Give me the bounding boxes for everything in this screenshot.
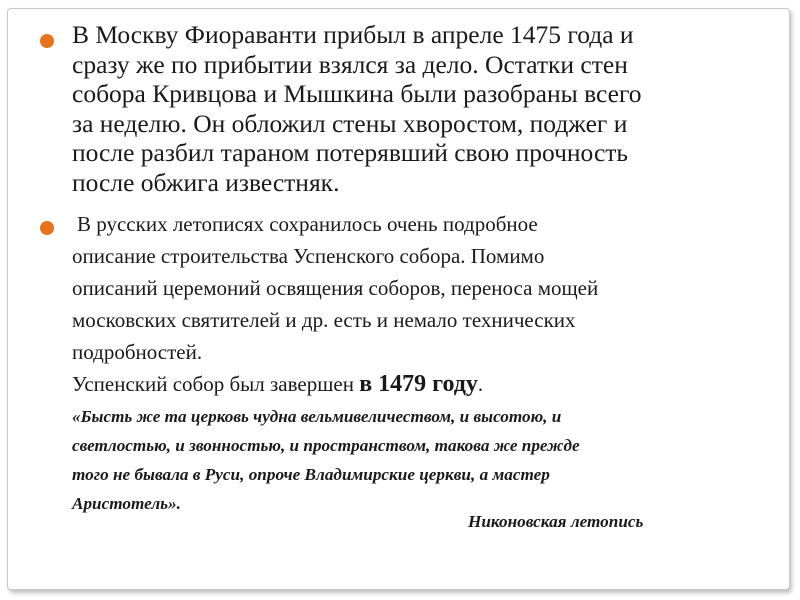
bullet-dot [40, 221, 54, 235]
text-line: после обжига известняк. [72, 167, 340, 197]
completion-year: в 1479 году [359, 371, 478, 397]
text-line: описание строительства Успенского собора. Помимо [72, 244, 545, 268]
text-line: В русских летописях сохранилось очень подробное [77, 212, 538, 236]
text-line: московских святителей и др. есть и немало технических [72, 308, 576, 332]
bullet-2-text [72, 208, 760, 400]
quote-line: светлостью, и звонностью, и пространством, такова же прежде [72, 436, 580, 455]
completion-suffix: . [477, 372, 484, 396]
quote-source: Никоновская летопись [468, 512, 644, 531]
bullet-item-2 [40, 208, 760, 518]
bullet-dot [40, 34, 54, 48]
chronicle-quote [72, 402, 760, 518]
text-line: описаний церемоний освящения соборов, переноса мощей [72, 276, 599, 300]
text-line: собора Кривцова и Мышкина были разобраны всего [72, 79, 642, 108]
quote-line: того не бывала в Руси, опроче Владимирские церкви, а мастер [72, 465, 550, 484]
quote-line: «Бысть же та церковь чудна вельмивеличеством, и высотою, и [72, 407, 562, 426]
text-line: за неделю. Он обложил стены хворостом, поджег и [72, 108, 628, 138]
completion-line [72, 368, 760, 400]
completion-prefix: Успенский собор был завершен [72, 372, 360, 396]
bullet-1-text [72, 20, 760, 197]
text-line: сразу же по прибытии взялся за дело. Остатки стен [72, 49, 628, 79]
text-line: после разбил тараном потерявший свою прочность [72, 138, 629, 167]
quote-line: Аристотель». [72, 494, 181, 513]
text-line: В Москву Фиораванти прибыл в апреле 1475 года и [72, 20, 634, 49]
bullet-item-1 [40, 20, 760, 197]
text-line: подробностей. [72, 340, 203, 364]
